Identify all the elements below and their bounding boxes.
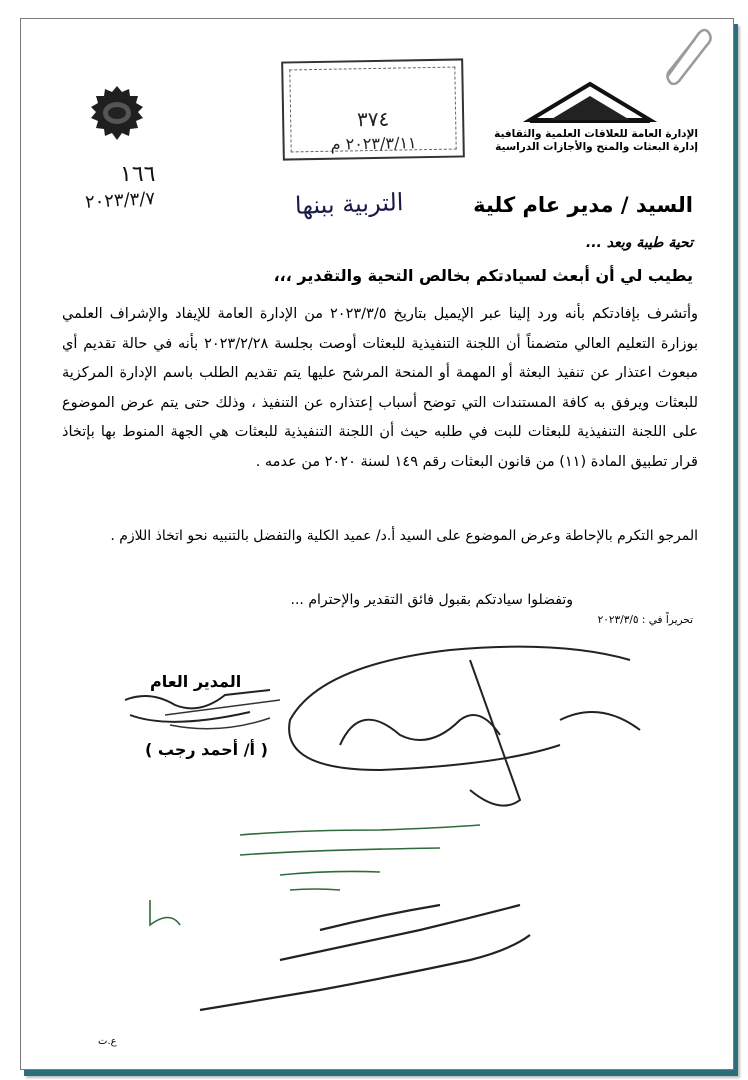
addressee: السيد / مدير عام كلية [473, 193, 693, 217]
reference-number: ١٦٦ [120, 162, 156, 187]
stamp-date: ٢٠٢٣/٣/١١ م [330, 133, 417, 154]
footer-initials: ع.ت [98, 1036, 117, 1047]
addressee-handwritten: التربية ببنها [294, 188, 404, 220]
intro-line: يطيب لي أن أبعث لسيادتكم بخالص التحية والتقدير ،،، [273, 266, 693, 285]
issue-date: تحريراً في : ٢٠٢٣/٣/٥ [597, 614, 693, 626]
signature-title: المدير العام [150, 672, 242, 691]
reference-date: ٢٠٢٣/٣/٧ [84, 188, 156, 213]
letter-request: المرجو التكرم بالإحاطة وعرض الموضوع على السيد أ.د/ عميد الكلية والتفضل بالتنبيه نحو اتخاذ اللازم . [110, 528, 698, 544]
org-line-2: إدارة البعثات والمنح والأجازات الدراسية [495, 141, 698, 153]
letter-body: وأتشرف بإفادتكم بأنه ورد إلينا عبر الإيميل بتاريخ ٢٠٢٣/٣/٥ من الإدارة العامة للإيفاد والإشراف العلمي بوزارة التعليم العالي متضمناً أن اللجنة التنفيذية للبعثات أوصت بجلسة ٢٠٢٣/٢/٢٨ بأنه في حالة تقديم أي مبعوث اعتذار عن تنفيذ البعثة أو المهمة أو المنحة المرشح عليها يتم تقديم الطلب باسم الإدارة المركزية للبعثات ويرفق به كافة المستندات التي توضح أسباب إعتذاره عن التنفيذ ، وذلك حتى يتم عرض الموضوع على اللجنة التنفيذية للبعثات للبت في طلبه حيث أن اللجنة التنفيذية للبعثات هي الجهة المنوط بها بإتخاذ قرار تطبيق المادة (١١) من قانون البعثات رقم ١٤٩ لسنة ٢٠٢٠ من عدمه . [62, 306, 699, 470]
signature-name: ( أ/ أحمد رجب ) [145, 740, 268, 759]
bottom-note [200, 905, 530, 1010]
closing-line: وتفضلوا سيادتكم بقبول فائق التقدير والإحترام ... [290, 592, 573, 608]
director-signature [125, 690, 270, 722]
green-note [240, 825, 480, 890]
stamp-number: ٣٧٤ [356, 106, 390, 132]
approval-annotation [289, 647, 630, 770]
greeting: تحية طيبة وبعد ... [585, 235, 693, 251]
org-line-1: الإدارة العامة للعلاقات العلمية والثقافية [494, 128, 698, 140]
